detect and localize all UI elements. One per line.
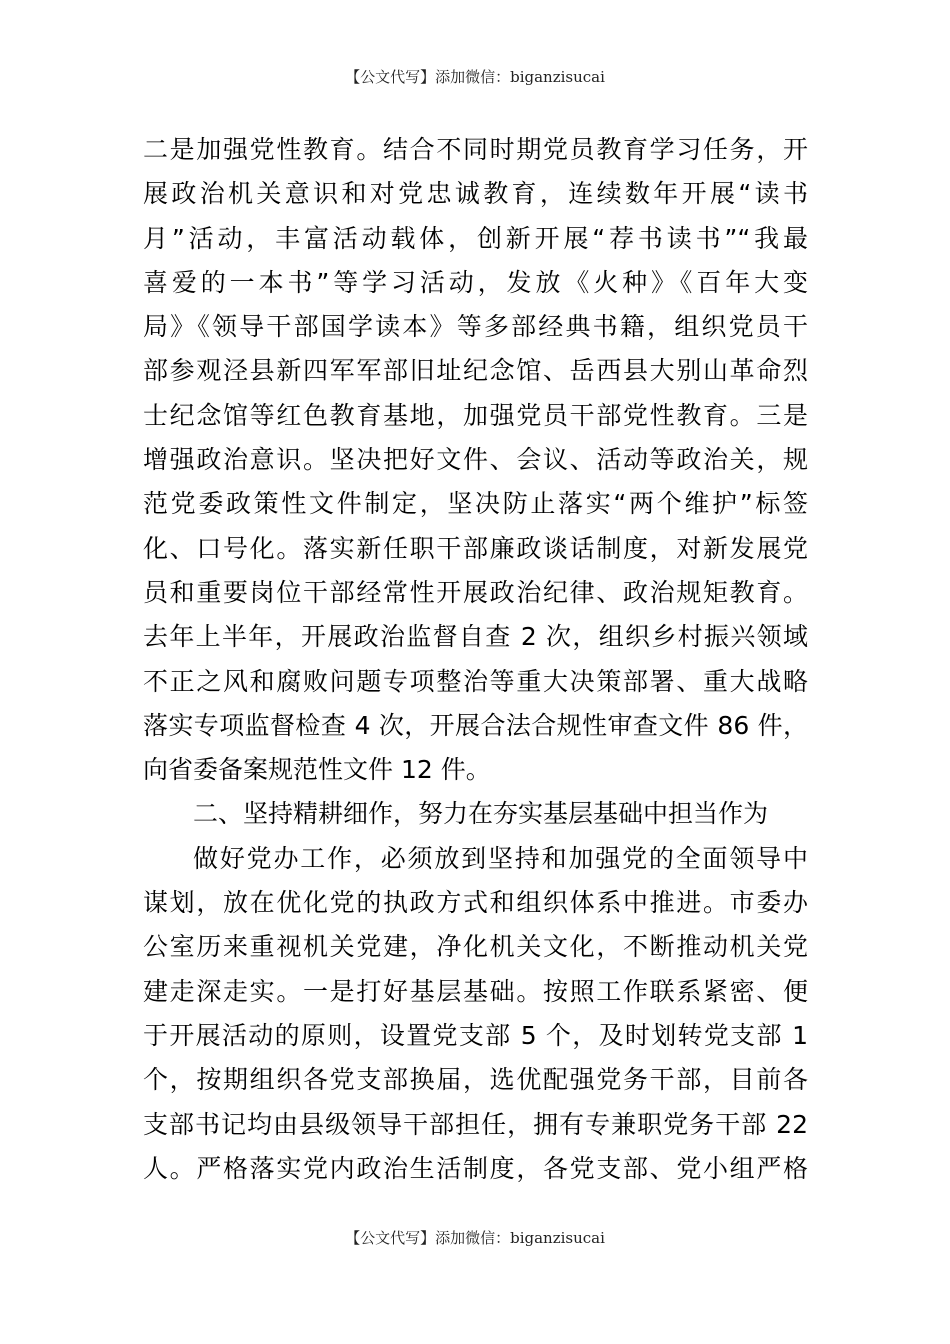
text-line: 公室历来重视机关党建，净化机关文化，不断推动机关党 <box>143 932 808 962</box>
text-line: 建走深走实。一是打好基层基础。按照工作联系紧密、便 <box>143 976 808 1006</box>
text-line: 局》《领导干部国学读本》等多部经典书籍，组织党员干 <box>143 312 808 342</box>
section-heading: 二、坚持精耕细作，努力在夯实基层基础中担当作为 <box>193 799 769 829</box>
text-line: 二是加强党性教育。结合不同时期党员教育学习任务，开 <box>143 135 808 164</box>
text-line: 去年上半年，开展政治监督自查 2 次，组织乡村振兴领域 <box>143 622 808 652</box>
text-line: 谋划，放在优化党的执政方式和组织体系中推进。市委办 <box>143 888 808 918</box>
text-line: 喜爱的一本书”等学习活动，发放《火种》《百年大变 <box>143 267 808 297</box>
text-line: 月”活动，丰富活动载体，创新开展“荐书读书”“我最 <box>143 223 808 253</box>
text-line: 范党委政策性文件制定，坚决防止落实“两个维护”标签 <box>143 489 808 519</box>
text-line: 向省委备案规范性文件 12 件。 <box>143 755 491 785</box>
text-line: 做好党办工作，必须放到坚持和加强党的全面领导中 <box>193 843 808 873</box>
text-line: 人。严格落实党内政治生活制度，各党支部、党小组严格 <box>143 1153 808 1183</box>
page-header: 【公文代写】添加微信：biganzisucai <box>345 68 605 86</box>
text-line: 士纪念馆等红色教育基地，加强党员干部党性教育。三是 <box>143 400 808 430</box>
text-line: 部参观泾县新四军军部旧址纪念馆、岳西县大别山革命烈 <box>143 356 808 386</box>
text-line: 员和重要岗位干部经常性开展政治纪律、政治规矩教育。 <box>143 577 808 607</box>
text-line: 化、口号化。落实新任职干部廉政谈话制度，对新发展党 <box>143 533 808 563</box>
document-body <box>143 128 808 1191</box>
text-line: 不正之风和腐败问题专项整治等重大决策部署、重大战略 <box>143 666 808 696</box>
text-line: 支部书记均由县级领导干部担任，拥有专兼职党务干部 22 <box>143 1109 808 1139</box>
text-line: 落实专项监督检查 4 次，开展合法合规性审查文件 86 件， <box>143 710 808 740</box>
text-line: 展政治机关意识和对党忠诚教育，连续数年开展“读书 <box>143 179 808 209</box>
text-line: 个，按期组织各党支部换届，选优配强党务干部，目前各 <box>143 1065 808 1095</box>
page-footer: 【公文代写】添加微信：biganzisucai <box>345 1229 605 1247</box>
text-line: 于开展活动的原则，设置党支部 5 个，及时划转党支部 1 <box>143 1020 808 1050</box>
text-line: 增强政治意识。坚决把好文件、会议、活动等政治关，规 <box>143 445 808 475</box>
